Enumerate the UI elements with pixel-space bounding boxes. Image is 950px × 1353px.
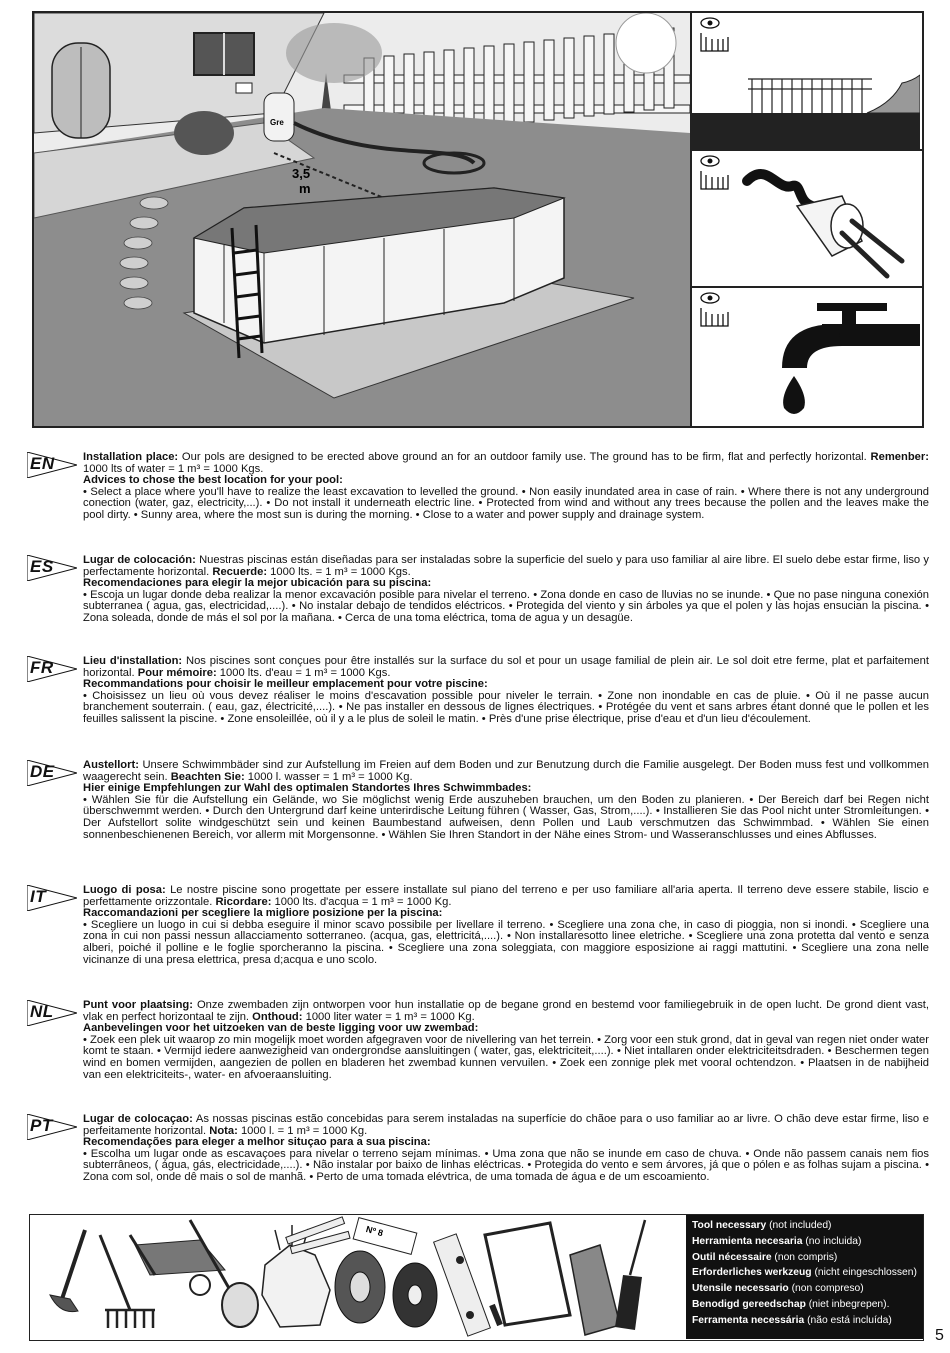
section-body: • Escoja un lugar donde deba realizar la menor excavación posible para nivelar el terreno. • Zona donde en caso de lluvias no se inunde. • Que no pase ninguna conexión subterranea ( agua, gas, electricidad,....). • No instalar debajo de tendidos eléctricos. • Protegida del viento y sin árboles ya que el polen y las hojas ensucian la piscina. • Zona soleada, donde de más el sol por la mañana. • Cerca de una toma eléctrica, toma de agua y un desagüe. <box>83 588 929 624</box>
tap-drawing <box>692 288 920 424</box>
tool-line-it: Utensile necessario (non compreso) <box>692 1283 864 1295</box>
bush <box>174 111 234 155</box>
section-body: • Wählen Sie für die Aufstellung ein Gelände, wo Sie möglichst wenig Erde auszuheben brauchen, um den Boden zu planieren. • Der Bereich darf bei Regen nicht überschwemmt werden. • Durch den Untergrund darf keine unterirdische Leitung führen ( Wasser, Gas, Strom,....). • Installieren Sie das Pool nicht unter Stromleitungen. • Der Aufstellort solite windgeschützt sein und keinen Baumbestand aufweisen, denn Pollen und Laub verschmutzen das Schwimmbad. • Wählen Sie einen sonnenbeschienenen Bereich, vor allerm mit Morgensonne. • Wählen Sie Ihren Standort in der Nähe eines Strom- und Wasseranschlusses und eines Abflusses. <box>83 793 929 841</box>
language-tag-nl: NL <box>27 1000 77 1026</box>
section-heading: Raccomandazioni per scegliere la migliore posizione per la piscina: <box>83 907 443 920</box>
tool-line-nl: Benodigd gereedschap (niet inbegrepen). <box>692 1298 890 1310</box>
language-tag-it: IT <box>27 885 77 911</box>
number-tag-icon <box>353 1218 417 1255</box>
sun <box>616 13 676 73</box>
section-nl: Punt voor plaatsing: Onze zwembaden zijn ontworpen voor hun installatie op de begane grond en bestemd voor familiegebruik in de open lucht. De grond dient vast, vlak en perfect horizontaal te zijn. Onthoud: 1000 liter water = 1 m³ = 1000 Kg. Aanbevelingen voor het uitzoeken van de beste ligging voor uw zwembad: • Zoek een plek uit waarop zo min mogelijk moet worden afgegraven voor de nivellering van het terrein. • Zorg voor een stuk grond, dat in geval van regen niet onder water komt te staan. • Vermijd iedere aanwezigheid van ondergrondse aansluitingen ( water, gas, elektriciteit,....). • Niet intallaren onder elektriciteitsdraden. • Beschermen tegen wind en bomen vermijden, aangezien de pollen en bladeren het zwembad kunnen vervuilen. • Zoek een zonnige plek met vooral ochtendzon. • Plaatsen in de nabijheid van een elektriciteits-, water- en afvoeraansluiting. <box>83 999 930 1081</box>
tape-roll-icon <box>393 1263 437 1327</box>
language-tag-es: ES <box>27 555 77 581</box>
section-body: • Zoek een plek uit waarop zo min mogelijk moet worden afgegraven voor de nivellering van het terrein. • Zorg voor een stuk grond, dat in geval van regen niet onder water komt te staan. • Vermijd iedere aanwezigheid van ondergrondse aansluitingen ( water, gas, elektriciteit,....). • Niet intallaren onder elektriciteitsdraden. • Beschermen tegen wind en bomen vermijden, aangezien de pollen en bladeren het zwembad kunnen vervuilen. • Zoek een zonnige plek met vooral ochtendzon. • Plaatsen in de nabijheid van een elektriciteits-, water- en afvoeraansluiting. <box>83 1033 929 1081</box>
section-heading: Recommandations pour choisir le meilleur emplacement pour votre piscine: <box>83 678 488 691</box>
eye-hand-icon <box>701 18 728 51</box>
clothes-peg-icon <box>286 1217 350 1254</box>
water-drop <box>783 376 805 414</box>
tool-line-en: Tool necessary (not included) <box>692 1220 832 1231</box>
section-it: Luogo di posa: Le nostre piscine sono progettate per essere installate sul piano del terreno e per uso familiare all'aria aperta. Il terreno deve essere stabile, liscio e perfettamente orizzontale. Ricordare: 1000 lts. d'acqua = 1 m³ = 1000 Kg. Raccomandazioni per scegliere la migliore posizione per la piscina: • Scegliere un luogo in cui si debba eseguire il minor scavo possibile per livellare il terreno. • Scegliere una zona che, in caso di pioggia, non si inondi. • Scegliere una zona in cui non passi nessun allacciamento sotterraneo. (acqua, gas, elettricitá,....). • Non installaresotto linee eletriche. • Scegliere una zona protetta dal vento e senza alberi, poiché il polline e le foglie sporcheranno la piscina. • Scegliere una zona soleggiata, con maggiore esposizione ai raggi mattutini. • Scegliere una zona nelle vicinanze di una presa elettrica, presa d;acqua e uno scolo. <box>83 884 929 966</box>
pump-filter <box>264 93 294 141</box>
tool-line-de: Erforderliches werkzeug (nicht eingeschlossen) <box>692 1267 917 1279</box>
section-fr: Lieu d'installation: Nos piscines sont conçues pour être installés sur la surface du sol et pour un usage familial de plein air. Le sol doit etre ferme, plat et parfaitement horizontal. Pour mémoire: 1000 lts. d'eau = 1 m³ = 1000 Kgs. Recommandations pour choisir le meilleur emplacement pour votre piscine: • Choisissez un lieu où vous devez réaliser le moins d'escavation possible pour niveler le terrain. • Zone non inondable en cas de pluie. • Où il ne passe aucun branchement souterrain. ( eau, gaz, électricité,....). • Ne pas installer en dessous de lignes électriques. • Protégée du vent et sans arbres étant donné que le pollen et les feuilles salissent la piscine. • Zone ensoleillée, où il y a le plus de soleil le matin. • Près d'une prise électrique, prise d'eau et d'un lieu d'écoulement. <box>83 655 929 725</box>
hoe-icon <box>50 1230 85 1312</box>
tool-line-pt: Ferramenta necessária (não está incluída) <box>692 1314 892 1326</box>
panel-wind-protection <box>690 13 922 151</box>
lawn-roller-icon <box>190 1220 258 1327</box>
svg-text:Gre: Gre <box>270 118 284 127</box>
section-heading: Hier einige Empfehlungen zur Wahl des optimalen Standortes Ihres Schwimmbades: <box>83 782 532 795</box>
svg-text:Nº 8: Nº 8 <box>364 1224 385 1239</box>
tap-spout <box>782 324 842 368</box>
panel-water-supply <box>690 288 922 426</box>
tools-drawing <box>30 1215 658 1339</box>
section-heading: Recomendações para eleger a melhor situçao para a sua piscina: <box>83 1136 431 1149</box>
distance-unit: m <box>299 181 311 196</box>
plug-drawing <box>692 151 920 286</box>
spirit-level-icon <box>434 1234 491 1336</box>
site-illustration <box>32 11 924 428</box>
language-tag-en: EN <box>27 452 77 478</box>
utility-knife-icon <box>570 1245 620 1335</box>
wheelbarrow-icon <box>130 1235 225 1295</box>
section-body: • Scegliere un luogo in cui si debba eseguire il minor scavo possibile per livellare il terreno. • Scegliere una zona che, in caso di pioggia, non si inondi. • Scegliere una zona in cui non passi nessun allacciamento sotterraneo. (acqua, gas, elettricitá,....). • Non installaresotto linee eletriche. • Scegliere una zona protetta dal vento e senza alberi, poiché il polline e le foglie sporcheranno la piscina. • Scegliere una zona soleggiata, con maggiore esposizione ai raggi mattutini. • Scegliere una zona nelle vicinanze di una presa elettrica, presa d;acqua e uno scolo. <box>83 918 929 966</box>
section-heading: Recomendaciones para elegir la mejor ubicación para su piscina: <box>83 577 432 590</box>
section-body: • Select a place where you'll have to realize the least excavation to levelled the ground. • Non easily inundated area in case of rain. • Where there is not any underground conection (water, gaz, electricity,...). • Do not install it underneath electric line. • Protected from wind and without any trees because the pollen and the leaves make the pool dirty. • Sunny area, where the most sun is during the morning. • Close to a water and power supply and drainage system. <box>83 485 929 521</box>
section-en: Installation place: Our pols are designed to be erected above ground an for an outdoor family use. The ground has to be firm, flat and perfectly horizontal. Remenber: 1000 lts of water = 1 m³ = 1000 Kgs. Advices to chose the best location for your pool: • Select a place where you'll have to realize the least excavation to levelled the ground. • Non easily inundated area in case of rain. • Where there is not any underground conection (water, gaz, electricity,...). • Do not install it underneath electric line. • Protected from wind and without any trees because the pollen and the leaves make the pool dirty. • Sunny area, where the most sun is during the morning. • Close to a water and power supply and drainage system. <box>83 451 929 521</box>
language-tag-pt: PT <box>27 1114 77 1140</box>
section-heading: Advices to chose the best location for your pool: <box>83 474 343 487</box>
language-tag-de: DE <box>27 760 77 786</box>
tap-handle <box>817 303 887 311</box>
panel-electric-supply <box>690 151 922 288</box>
distance-value: 3,5 <box>292 166 311 181</box>
page-number: 5 <box>935 1327 944 1344</box>
section-es: Lugar de colocación: Nuestras piscinas están diseñadas para ser instaladas sobre la superficie del suelo y para uso familiar al aire libre. El suelo debe estar firme, liso y perfectamente horizontal. Recuerde: 1000 lts. = 1 m³ = 1000 Kgs. Recomendaciones para elegir la mejor ubicación para su piscina: • Escoja un lugar donde deba realizar la menor excavación posible para nivelar el terreno. • Zona donde en caso de lluvias no se inunde. • Que no pase ninguna conexión subterranea ( agua, gas, electricidad,....). • No instalar debajo de tendidos eléctricos. • Protegida del viento y sin árboles ya que el polen y las hojas ensucian la piscina. • Zona soleada, donde de más el sol por la mañana. • Cerca de una toma eléctrica, toma de agua y un desagüe. <box>83 554 930 624</box>
fence-hill-drawing <box>692 13 920 149</box>
garden-scene-drawing <box>34 13 690 426</box>
tool-line-es: Herramienta necesaria (no incluida) <box>692 1235 862 1247</box>
eye-hand-icon <box>701 293 728 326</box>
section-body: • Escolha um lugar onde as escavaçoes para nivelar o terreno sejam mínimas. • Uma zona que não se inunde em caso de chuva. • Onde não passem canais nem fios subterrâneos, ( água, gás, electricidade,....). • Não instalar por baixo de linhas eléctricas. • Protegida do vento e sem árvores, já que o pólen e as folhas sujam a piscina. • Zona com sol, onde dê mais o sol de manhã. • Perto de uma tomada elévtrica, de uma tomada de água e de um escoamiento. <box>83 1147 929 1183</box>
eye-hand-icon <box>701 156 728 189</box>
hacksaw-icon <box>485 1223 570 1325</box>
screwdriver-icon <box>615 1220 645 1330</box>
section-heading: Aanbevelingen voor het uitzoeken van de beste ligging voor uw zwembad: <box>83 1022 479 1035</box>
hose-roll-icon <box>335 1251 385 1323</box>
section-de: Austellort: Unsere Schwimmbäder sind zur Aufstellung im Freien auf dem Boden und zur Benutzung durch die Familie ausgelegt. Der Boden muss fest und vollkommen waagerecht sein. Beachten Sie: 1000 l. wasser = 1 m³ = 1000 Kg. Hier einige Empfehlungen zur Wahl des optimalen Standortes Ihres Schwimmbades: • Wählen Sie für die Aufstellung ein Gelände, wo Sie möglichst wenig Erde auszuheben brauchen, um den Boden zu planieren. • Der Bereich darf bei Regen nicht überschwemmt werden. • Durch den Untergrund darf keine unterirdische Leitung führen ( Wasser, Gas, Strom,....). • Installieren Sie das Pool nicht unter Stromleitungen. • Der Aufstellort solite windgeschützt sein und keinen Baumbestand aufweisen, denn Pollen und Laub verschmutzen das Schwimmbad. • Wählen Sie einen sonnenbeschienenen Bereich, vor allerm mit Morgensonne. • Wählen Sie Ihren Standort in der Nähe eines Strom- und Wasseranschlusses und eines Abflusses. <box>83 759 929 841</box>
tool-line-fr: Outil nécessaire (non compris) <box>692 1251 838 1263</box>
tools-legend <box>686 1215 923 1339</box>
cable <box>747 174 812 206</box>
section-pt: Lugar de colocaçao: As nossas piscinas estão concebidas para serem instaladas na superfície do chãoe para o uso familiar ao ar livre. O chão deve estar firme, liso e perfeitamente horizontal. Nota: 1000 l. = 1 m³ = 1000 Kg. Recomendações para eleger a melhor situçao para a sua piscina: • Escolha um lugar onde as escavaçoes para nivelar o terreno sejam mínimas. • Uma zona que não se inunde em caso de chuva. • Onde não passem canais nem fios subterrâneos, ( água, gás, electricidade,....). • Não instalar por baixo de linhas eléctricas. • Protegida do vento e sem árvores, já que o pólen e as folhas sujam a piscina. • Zona com sol, onde dê mais o sol de manhã. • Perto de uma tomada elévtrica, de uma tomada de água e de um escoamiento. <box>83 1113 930 1183</box>
tools-box <box>29 1214 924 1341</box>
plug-pin <box>842 233 887 276</box>
section-body: • Choisissez un lieu où vous devez réaliser le moins d'escavation possible pour niveler le terrain. • Zone non inondable en cas de pluie. • Où il ne passe aucun branchement souterrain. ( eau, gaz, électricité,....). • Ne pas installer en dessous de lignes électriques. • Protégée du vent et sans arbres étant donné que le pollen et les feuilles salissent la piscine. • Zone ensoleillée, où il y a le plus de soleil le matin. • Près d'une prise électrique, prise d'eau et d'un lieu d'écoulement. <box>83 689 929 725</box>
tree-crown <box>286 23 382 83</box>
language-tag-fr: FR <box>27 656 77 682</box>
